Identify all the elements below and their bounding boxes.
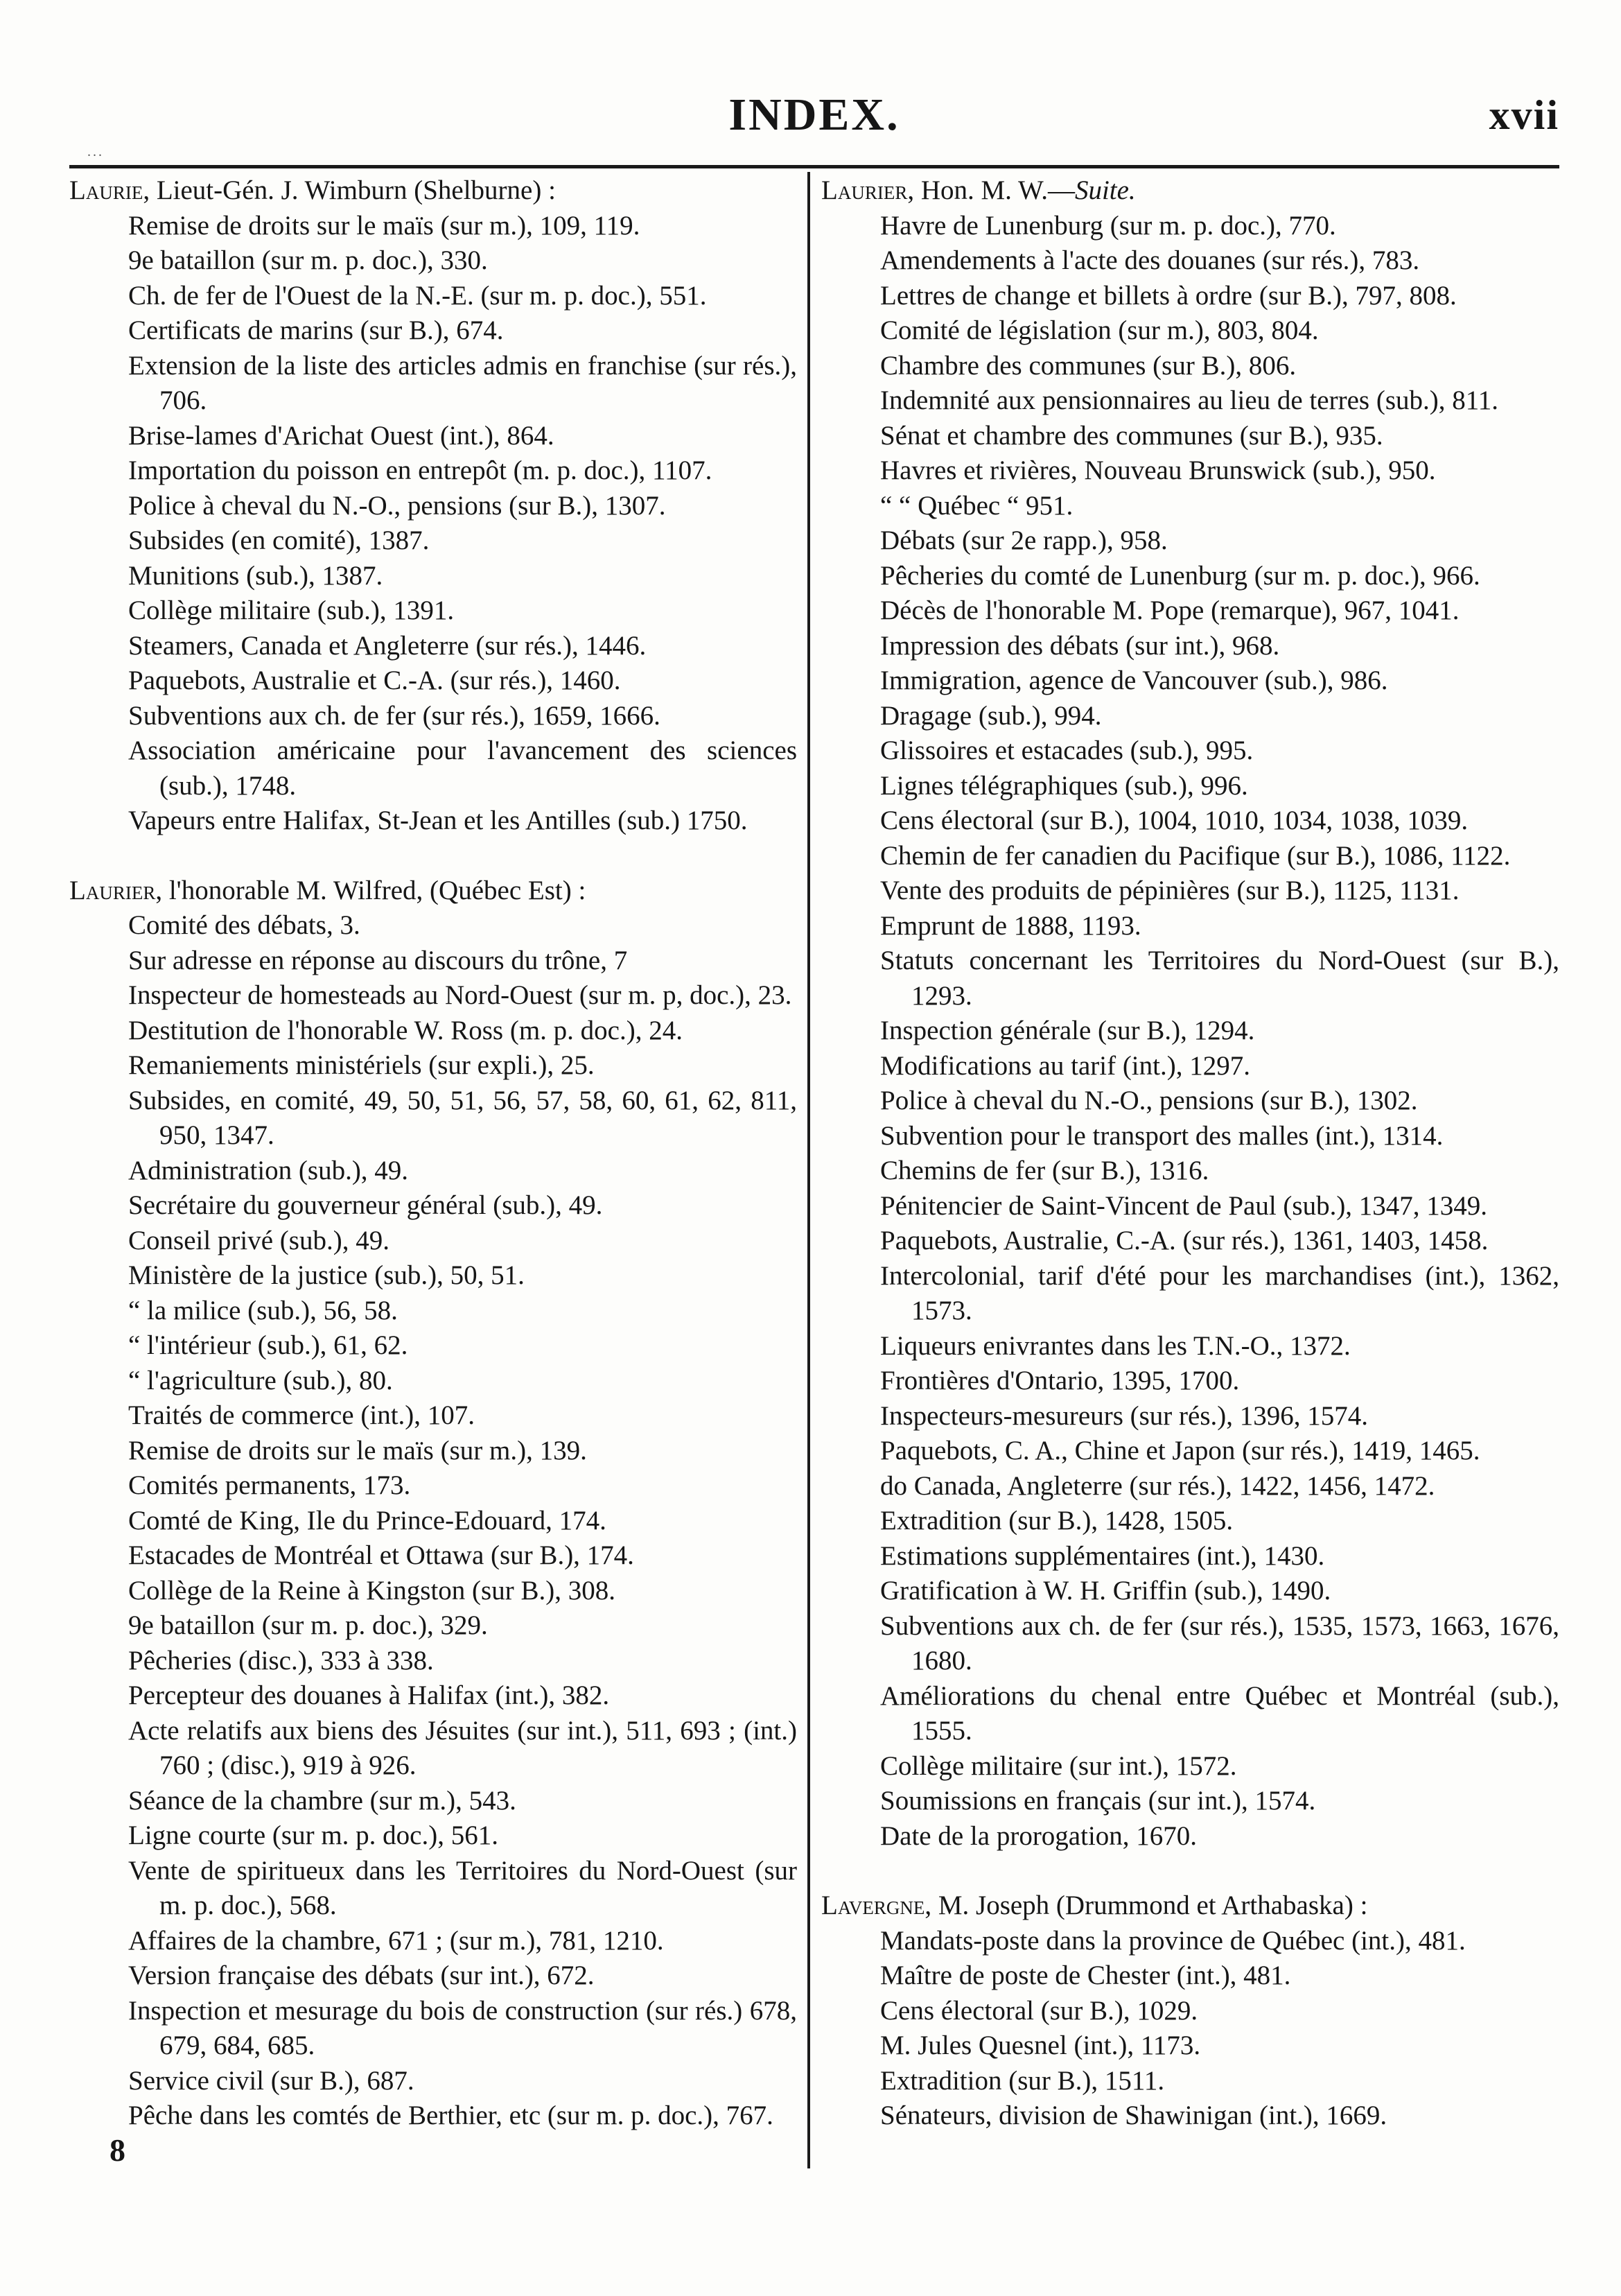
index-item: Munitions (sub.), 1387. [128,560,383,591]
index-item: Version française des débats (sur int.), 672. [128,1960,595,1990]
index-item: Vente de spiritueux dans les Territoires du Nord-Ouest (sur m. p. doc.), 568. [128,1855,797,1920]
index-entry [69,173,797,839]
entry-heading-detail: , M. Joseph (Drummond et Arthabaska) : [925,1890,1368,1920]
index-item: Collège militaire (sur int.), 1572. [880,1750,1237,1781]
header-rule [69,165,1559,168]
index-item: Vente des produits de pépinières (sur B.), 1125, 1131. [880,876,1460,905]
entry-heading-name: Laurie [69,175,143,205]
index-item: Destitution de l'honorable W. Ross (m. p. doc.), 24. [128,1015,683,1045]
index-item: Subvention pour le transport des malles (int.), 1314. [880,1120,1444,1151]
index-item: Traités de commerce (int.), 107. [128,1400,475,1430]
index-item: Secrétaire du gouverneur général (sub.), 49. [128,1190,603,1220]
index-item: Inspecteurs-mesureurs (sur rés.), 1396, 1574. [880,1400,1368,1431]
index-item: Améliorations du chenal entre Québec et Montréal (sub.), 1555. [880,1680,1559,1746]
index-item: Paquebots, Australie, C.-A. (sur rés.), 1361, 1403, 1458. [880,1226,1489,1255]
index-item: Ministère de la justice (sub.), 50, 51. [128,1260,525,1290]
index-item: Conseil privé (sub.), 49. [128,1225,389,1255]
index-item: Collège de la Reine à Kingston (sur B.), 308. [128,1575,615,1606]
index-item: Sénat et chambre des communes (sur B.), 935. [880,420,1383,451]
index-item: Chambre des communes (sur B.), 806. [880,350,1297,381]
index-item: Liqueurs enivrantes dans les T.N.-O., 1372. [880,1330,1351,1361]
entry-heading [821,173,1559,209]
index-item: Immigration, agence de Vancouver (sub.), 986. [880,666,1388,695]
header-dots: ... [87,144,104,159]
index-item: Extradition (sur B.), 1511. [880,2065,1165,2096]
index-item: Pêche dans les comtés de Berthier, etc (sur m. p. doc.), 767. [128,2101,773,2130]
index-item: “ la milice (sub.), 56, 58. [128,1295,398,1325]
entry-heading-detail: , l'honorable M. Wilfred, (Québec Est) : [155,875,586,905]
index-item: Steamers, Canada et Angleterre (sur rés.), 1446. [128,630,647,661]
entry-heading [69,873,797,909]
page-header [69,82,1559,144]
index-item: Maître de poste de Chester (int.), 481. [880,1960,1291,1990]
index-entry [69,873,797,2134]
index-item: Importation du poisson en entrepôt (m. p. doc.), 1107. [128,455,712,485]
index-item: Havres et rivières, Nouveau Brunswick (sub.), 950. [880,455,1436,485]
index-item: “ “ Québec “ 951. [880,490,1074,521]
index-item: Estimations supplémentaires (int.), 1430. [880,1540,1325,1571]
entry-heading-name: Laurier [69,875,156,905]
index-item: Inspection générale (sur B.), 1294. [880,1016,1255,1045]
index-item: Débats (sur 2e rapp.), 958. [880,525,1168,555]
entry-heading-name: Laurier [821,175,908,205]
index-item: Séance de la chambre (sur m.), 543. [128,1785,516,1816]
index-item: Service civil (sur B.), 687. [128,2065,414,2096]
index-item: Remaniements ministériels (sur expli.), 25. [128,1050,595,1080]
column-divider [807,172,810,2168]
index-item: Dragage (sub.), 994. [880,700,1102,731]
index-item: Subventions aux ch. de fer (sur rés.), 1535, 1573, 1663, 1676, 1680. [880,1610,1559,1676]
index-item: Cens électoral (sur B.), 1029. [880,1995,1198,2026]
index-item: Pêcheries (disc.), 333 à 338. [128,1645,434,1676]
index-item: 9e bataillon (sur m. p. doc.), 329. [128,1610,488,1640]
index-item: Statuts concernant les Territoires du Nord-Ouest (sur B.), 1293. [880,946,1559,1011]
index-item: Subsides, en comité, 49, 50, 51, 56, 57, 58, 60, 61, 62, 811, 950, 1347. [128,1085,797,1150]
page-number: xvii [1489,92,1559,138]
index-item: Comté de King, Ile du Prince-Edouard, 174. [128,1505,606,1536]
index-item: Comité de législation (sur m.), 803, 804. [880,315,1319,345]
entry-heading-suffix: Suite. [1074,175,1136,205]
index-item: Police à cheval du N.-O., pensions (sur B.), 1302. [880,1086,1418,1115]
index-item: Lignes télégraphiques (sub.), 996. [880,770,1248,801]
index-item: Extension de la liste des articles admis en franchise (sur rés.), 706. [128,350,797,415]
index-item: Sur adresse en réponse au discours du trône, 7 [128,945,628,975]
index-item: Pêcheries du comté de Lunenburg (sur m. p. doc.), 966. [880,560,1480,591]
index-item: Vapeurs entre Halifax, St-Jean et les Antilles (sub.) 1750. [128,806,748,835]
index-item: 9e bataillon (sur m. p. doc.), 330. [128,245,488,275]
index-item: Glissoires et estacades (sub.), 995. [880,736,1254,765]
index-item: Ch. de fer de l'Ouest de la N.-E. (sur m. p. doc.), 551. [128,280,707,311]
index-item: Havre de Lunenburg (sur m. p. doc.), 770. [880,210,1336,241]
index-item: Cens électoral (sur B.), 1004, 1010, 1034, 1038, 1039. [880,806,1469,835]
index-entry [821,173,1559,1854]
index-item: Brise-lames d'Arichat Ouest (int.), 864. [128,420,554,451]
index-item: Chemins de fer (sur B.), 1316. [880,1156,1209,1185]
entry-heading-detail: , Lieut-Gén. J. Wimburn (Shelburne) : [143,175,556,205]
entry-heading [821,1888,1559,1924]
index-item: Emprunt de 1888, 1193. [880,910,1141,941]
index-item: Remise de droits sur le maïs (sur m.), 109, 119. [128,210,640,241]
index-item: Indemnité aux pensionnaires au lieu de terres (sub.), 811. [880,385,1499,415]
index-item: Extradition (sur B.), 1428, 1505. [880,1506,1234,1536]
index-item: “ l'intérieur (sub.), 61, 62. [128,1330,408,1360]
index-item: Impression des débats (sur int.), 968. [880,630,1280,661]
index-item: Police à cheval du N.-O., pensions (sur B.), 1307. [128,490,666,521]
index-item: M. Jules Quesnel (int.), 1173. [880,2030,1201,2060]
entry-heading [69,173,797,209]
index-item: Amendements à l'acte des douanes (sur rés.), 783. [880,245,1420,275]
index-item: Décès de l'honorable M. Pope (remarque), 967, 1041. [880,595,1460,625]
index-item: Ligne courte (sur m. p. doc.), 561. [128,1820,498,1850]
index-item: Chemin de fer canadien du Pacifique (sur B.), 1086, 1122. [880,840,1511,871]
index-item: Sénateurs, division de Shawinigan (int.), 1669. [880,2101,1387,2130]
index-item: Intercolonial, tarif d'été pour les marchandises (int.), 1362, 1573. [880,1260,1559,1325]
index-item: Paquebots, Australie et C.-A. (sur rés.), 1460. [128,666,621,695]
index-item: Administration (sub.), 49. [128,1155,409,1185]
index-item: do Canada, Angleterre (sur rés.), 1422, 1456, 1472. [880,1470,1435,1501]
index-item: Pénitencier de Saint-Vincent de Paul (sub.), 1347, 1349. [880,1190,1488,1221]
entry-heading-name: Lavergne [821,1890,925,1920]
index-item: Mandats-poste dans la province de Québec (int.), 481. [880,1925,1466,1956]
entry-heading-detail: , Hon. M. W.— [907,175,1075,205]
index-item: “ l'agriculture (sub.), 80. [128,1365,393,1395]
index-item: Soumissions en français (sur int.), 1574. [880,1786,1316,1816]
index-item: Comité des débats, 3. [128,910,360,940]
left-column [69,173,797,2168]
signature-mark: 8 [109,2132,125,2168]
index-item: Acte relatifs aux biens des Jésuites (sur int.), 511, 693 ; (int.) 760 ; (disc.), 919 à 926. [128,1715,797,1780]
index-item: Subventions aux ch. de fer (sur rés.), 1659, 1666. [128,700,660,731]
index-item: Modifications au tarif (int.), 1297. [880,1050,1250,1081]
page-title: INDEX. [728,89,900,140]
index-item: Certificats de marins (sur B.), 674. [128,315,504,345]
index-item: Percepteur des douanes à Halifax (int.), 382. [128,1680,610,1710]
index-item: Inspection et mesurage du bois de construction (sur rés.) 678, 679, 684, 685. [128,1995,797,2060]
index-item: Estacades de Montréal et Ottawa (sur B.), 174. [128,1540,634,1570]
index-item: Comités permanents, 173. [128,1470,411,1500]
index-item: Gratification à W. H. Griffin (sub.), 1490. [880,1576,1331,1606]
index-item: Inspecteur de homesteads au Nord-Ouest (sur m. p, doc.), 23. [128,980,792,1010]
index-entry [821,1888,1559,2134]
index-item: Frontières d'Ontario, 1395, 1700. [880,1366,1240,1395]
index-item: Association américaine pour l'avancement des sciences (sub.), 1748. [128,736,797,801]
right-column [821,173,1559,2168]
index-item: Lettres de change et billets à ordre (sur B.), 797, 808. [880,280,1457,311]
index-item: Remise de droits sur le maïs (sur m.), 139. [128,1435,587,1466]
index-item: Subsides (en comité), 1387. [128,525,430,555]
index-item: Date de la prorogation, 1670. [880,1820,1198,1851]
index-item: Collège militaire (sub.), 1391. [128,595,455,625]
index-item: Paquebots, C. A., Chine et Japon (sur rés.), 1419, 1465. [880,1436,1480,1466]
index-item: Affaires de la chambre, 671 ; (sur m.), 781, 1210. [128,1925,664,1956]
